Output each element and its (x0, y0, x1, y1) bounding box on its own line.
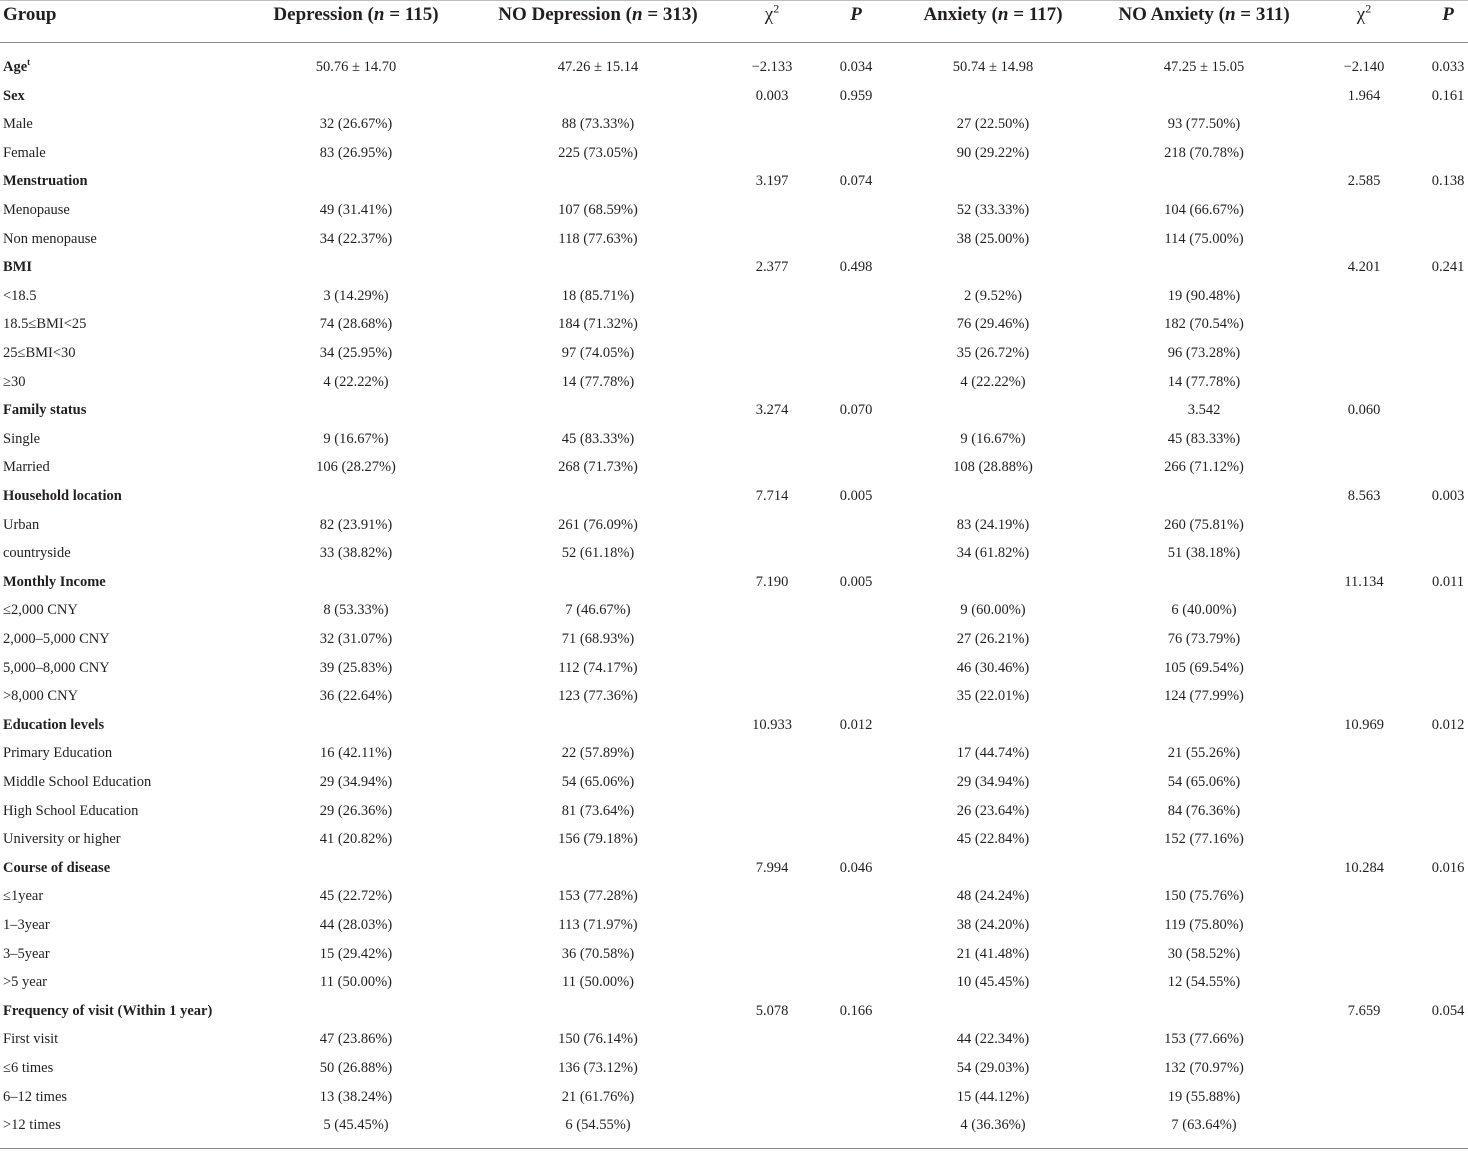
table-row (0, 600, 1468, 628)
cell-depression: 49 (31.41%) (319, 202, 393, 218)
row-label: 5,000–8,000 CNY (3, 659, 110, 676)
row-label: Menopause (3, 202, 70, 218)
table-row (0, 1115, 1468, 1143)
cell-no-anxiety: 21 (55.26%) (1167, 745, 1241, 762)
cell-depression: 47 (23.86%) (319, 1031, 393, 1048)
table-row (0, 171, 1468, 199)
cell-no-anxiety: 6 (40.00%) (1171, 602, 1237, 619)
header-chi-square-anxiety: $\chi^2$ (1356, 1, 1372, 25)
cell-depression: 13 (38.24%) (319, 1088, 393, 1105)
cell-no-depression: 225 (73.05%) (558, 144, 638, 161)
cell-depression: 106 (28.27%) (316, 459, 396, 476)
cell-anxiety: 83 (24.19%) (956, 516, 1030, 533)
cell-anxiety: 17 (44.74%) (956, 745, 1030, 762)
table-row (0, 257, 1468, 285)
cell-p-depression: 0.959 (839, 87, 873, 104)
cell-depression: 34 (22.37%) (319, 230, 393, 247)
cell-no-anxiety: 132 (70.97%) (1164, 1060, 1244, 1076)
cell-chi-square-depression: 5.078 (755, 1002, 789, 1019)
table-row (0, 944, 1468, 972)
cell-anxiety: 46 (30.46%) (956, 659, 1030, 676)
table-row (0, 686, 1468, 714)
table-row (0, 543, 1468, 571)
table-row (0, 143, 1468, 171)
cell-anxiety: 2 (9.52%) (964, 287, 1022, 304)
row-label: 2,000–5,000 CNY (3, 631, 110, 647)
cell-chi-square-anxiety: 7.659 (1347, 1002, 1381, 1019)
row-label: Single (3, 430, 41, 447)
table-row (0, 772, 1468, 800)
cell-p-anxiety: 0.033 (1431, 59, 1465, 75)
row-label: Education levels (3, 716, 105, 733)
table-row (0, 972, 1468, 1000)
table-row (0, 886, 1468, 914)
cell-depression: 44 (28.03%) (319, 917, 393, 933)
cell-no-anxiety: 19 (55.88%) (1167, 1088, 1241, 1105)
cell-depression: 50 (26.88%) (319, 1060, 393, 1076)
cell-anxiety: 44 (22.34%) (956, 1031, 1030, 1048)
cell-depression: 32 (31.07%) (319, 631, 393, 647)
cell-no-anxiety: 3.542 (1187, 402, 1221, 419)
cell-anxiety: 38 (24.20%) (956, 917, 1030, 933)
cell-no-anxiety: 54 (65.06%) (1167, 774, 1241, 790)
cell-no-depression: 71 (68.93%) (561, 631, 635, 647)
cell-anxiety: 9 (60.00%) (960, 602, 1026, 619)
row-label: First visit (3, 1031, 59, 1048)
row-label: Middle School Education (3, 774, 152, 790)
cell-p-anxiety: 0.012 (1431, 716, 1465, 733)
table-row (0, 1001, 1468, 1029)
table-row (0, 1029, 1468, 1057)
cell-anxiety: 4 (36.36%) (960, 1117, 1026, 1134)
table-row (0, 743, 1468, 771)
cell-no-depression: 81 (73.64%) (561, 802, 635, 819)
row-label: Sex (3, 87, 25, 104)
cell-no-depression: 136 (73.12%) (558, 1060, 638, 1076)
cell-p-anxiety: 0.138 (1431, 173, 1465, 190)
cell-no-anxiety: 218 (70.78%) (1164, 144, 1244, 161)
cell-chi-square-depression: −2.133 (751, 59, 793, 75)
cell-depression: 4 (22.22%) (323, 373, 389, 390)
cell-depression: 16 (42.11%) (320, 745, 392, 762)
row-label: Married (3, 459, 50, 476)
cell-depression: 74 (28.68%) (319, 316, 393, 333)
cell-no-depression: 6 (54.55%) (565, 1117, 631, 1134)
cell-depression: 36 (22.64%) (319, 688, 393, 705)
cell-no-anxiety: 76 (73.79%) (1167, 631, 1241, 647)
cell-no-anxiety: 114 (75.00%) (1164, 230, 1244, 247)
row-label: countryside (3, 545, 71, 562)
cell-anxiety: 35 (26.72%) (956, 345, 1030, 361)
cell-p-depression: 0.166 (839, 1002, 873, 1019)
cell-no-depression: 36 (70.58%) (561, 945, 635, 962)
cell-p-depression: 0.046 (839, 859, 873, 876)
row-label: <18.5 (3, 287, 37, 304)
cell-chi-square-depression: 3.274 (755, 402, 789, 419)
row-label: Household location (3, 488, 122, 504)
cell-anxiety: 26 (23.64%) (956, 802, 1030, 819)
table-row (0, 314, 1468, 342)
cell-depression: 29 (26.36%) (319, 802, 393, 819)
cell-chi-square-depression: 0.003 (755, 87, 789, 104)
row-label: Male (3, 116, 33, 133)
header-depression: Depression (n = 115) (273, 4, 439, 25)
cell-anxiety: 10 (45.45%) (956, 974, 1030, 991)
cell-no-anxiety: 119 (75.80%) (1164, 917, 1244, 933)
cell-no-anxiety: 12 (54.55%) (1167, 974, 1241, 991)
row-label: Age$^t$ (3, 57, 31, 75)
cell-no-depression: 88 (73.33%) (561, 116, 635, 133)
table-row (0, 858, 1468, 886)
header-chi-square-depression: $\chi^2$ (764, 1, 780, 25)
row-label: 1–3year (3, 917, 50, 933)
cell-chi-square-depression: 7.190 (755, 573, 789, 590)
cell-p-depression: 0.070 (839, 402, 873, 419)
row-label: ≤1year (3, 888, 44, 905)
cell-chi-square-anxiety: 1.964 (1347, 87, 1381, 104)
cell-anxiety: 35 (22.01%) (956, 688, 1030, 705)
cell-depression: 45 (22.72%) (319, 888, 393, 905)
table-row (0, 486, 1468, 514)
cell-no-depression: 47.26 ± 15.14 (557, 59, 639, 75)
table-header (0, 0, 1468, 43)
cell-p-depression: 0.498 (839, 259, 873, 276)
cell-no-depression: 118 (77.63%) (558, 230, 638, 247)
cell-p-anxiety: 0.011 (1431, 573, 1465, 590)
cell-no-anxiety: 152 (77.16%) (1164, 831, 1244, 848)
table-row (0, 801, 1468, 829)
cell-no-depression: 268 (71.73%) (558, 459, 638, 476)
cell-depression: 29 (34.94%) (319, 774, 393, 790)
cell-chi-square-depression: 7.994 (755, 859, 789, 876)
cell-chi-square-depression: 2.377 (755, 259, 789, 276)
cell-chi-square-anxiety: 10.284 (1344, 859, 1384, 876)
cell-anxiety: 48 (24.24%) (956, 888, 1030, 905)
cell-no-anxiety: 51 (38.18%) (1167, 545, 1241, 562)
cell-no-depression: 123 (77.36%) (558, 688, 638, 705)
table-row (0, 1087, 1468, 1115)
table-row (0, 1058, 1468, 1086)
cell-no-depression: 11 (50.00%) (562, 974, 634, 991)
row-label: ≥30 (3, 373, 26, 390)
row-label: 18.5≤BMI<25 (3, 316, 87, 333)
table-row (0, 658, 1468, 686)
table-row (0, 114, 1468, 142)
row-label: Monthly Income (3, 573, 106, 590)
table-row (0, 457, 1468, 485)
table-row (0, 286, 1468, 314)
cell-chi-square-anxiety: 8.563 (1347, 488, 1381, 504)
cell-depression: 32 (26.67%) (319, 116, 393, 133)
cell-depression: 5 (45.45%) (323, 1117, 389, 1134)
row-label: Urban (3, 516, 40, 533)
table-row (0, 400, 1468, 428)
cell-depression: 3 (14.29%) (323, 287, 389, 304)
table-bottom-rule (0, 1148, 1468, 1149)
cell-anxiety: 52 (33.33%) (956, 202, 1030, 218)
table-row (0, 200, 1468, 228)
cell-p-depression: 0.034 (839, 59, 873, 75)
cell-no-depression: 107 (68.59%) (558, 202, 638, 218)
cell-depression: 41 (20.82%) (319, 831, 393, 848)
cell-no-depression: 14 (77.78%) (561, 373, 635, 390)
table-row (0, 57, 1468, 85)
row-label: BMI (3, 259, 32, 276)
cell-depression: 82 (23.91%) (319, 516, 393, 533)
row-label: University or higher (3, 831, 121, 848)
cell-p-depression: 0.005 (839, 573, 873, 590)
header-p-depression: P (850, 4, 862, 25)
cell-no-anxiety: 124 (77.99%) (1164, 688, 1244, 705)
cell-no-depression: 150 (76.14%) (558, 1031, 638, 1048)
header-no-anxiety: NO Anxiety (n = 311) (1118, 4, 1290, 25)
row-label: >8,000 CNY (3, 688, 79, 705)
row-label: Family status (3, 402, 87, 419)
cell-no-anxiety: 96 (73.28%) (1167, 345, 1241, 361)
cell-no-anxiety: 19 (90.48%) (1167, 287, 1241, 304)
table-row (0, 229, 1468, 257)
cell-chi-square-anxiety: 2.585 (1347, 173, 1381, 190)
cell-no-anxiety: 84 (76.36%) (1167, 802, 1241, 819)
cell-depression: 15 (29.42%) (319, 945, 393, 962)
cell-p-anxiety: 0.016 (1431, 859, 1465, 876)
cell-chi-square-anxiety: 10.969 (1344, 716, 1384, 733)
cell-anxiety: 50.74 ± 14.98 (952, 59, 1034, 75)
cell-depression: 50.76 ± 14.70 (315, 59, 397, 75)
cell-no-anxiety: 45 (83.33%) (1167, 430, 1241, 447)
cell-chi-square-anxiety: 4.201 (1347, 259, 1381, 276)
cell-anxiety: 27 (26.21%) (956, 631, 1030, 647)
cell-p-depression: 0.005 (839, 488, 873, 504)
cell-no-anxiety: 105 (69.54%) (1164, 659, 1244, 676)
row-label: Female (3, 144, 46, 161)
row-label: Menstruation (3, 173, 88, 190)
cell-p-anxiety: 0.054 (1431, 1002, 1465, 1019)
cell-depression: 11 (50.00%) (320, 974, 392, 991)
row-label: >12 times (3, 1117, 61, 1134)
row-label: Primary Education (3, 745, 113, 762)
cell-no-anxiety: 30 (58.52%) (1167, 945, 1241, 962)
cell-no-depression: 113 (71.97%) (558, 917, 638, 933)
cell-chi-square-depression: 7.714 (755, 488, 789, 504)
table-row (0, 515, 1468, 543)
table-row (0, 572, 1468, 600)
cell-no-depression: 112 (74.17%) (558, 659, 638, 676)
row-label: Non menopause (3, 230, 97, 247)
cell-p-anxiety: 0.161 (1431, 87, 1465, 104)
cell-anxiety: 76 (29.46%) (956, 316, 1030, 333)
cell-depression: 33 (38.82%) (319, 545, 393, 562)
cell-anxiety: 90 (29.22%) (956, 144, 1030, 161)
cell-no-anxiety: 182 (70.54%) (1164, 316, 1244, 333)
table-row (0, 372, 1468, 400)
cell-no-depression: 97 (74.05%) (561, 345, 635, 361)
cell-depression: 9 (16.67%) (323, 430, 389, 447)
row-label: ≤2,000 CNY (3, 602, 78, 619)
cell-depression: 34 (25.95%) (319, 345, 393, 361)
cell-anxiety: 38 (25.00%) (956, 230, 1030, 247)
cell-no-depression: 7 (46.67%) (565, 602, 631, 619)
row-label: High School Education (3, 802, 139, 819)
cell-no-anxiety: 153 (77.66%) (1164, 1031, 1244, 1048)
cell-chi-square-anxiety: 11.134 (1344, 573, 1384, 590)
cell-no-anxiety: 14 (77.78%) (1167, 373, 1241, 390)
cell-no-anxiety: 47.25 ± 15.05 (1163, 59, 1245, 75)
table-row (0, 629, 1468, 657)
cell-depression: 39 (25.83%) (319, 659, 393, 676)
cell-anxiety: 108 (28.88%) (953, 459, 1033, 476)
cell-anxiety: 54 (29.03%) (956, 1060, 1030, 1076)
cell-no-anxiety: 260 (75.81%) (1164, 516, 1244, 533)
cell-no-anxiety: 150 (75.76%) (1164, 888, 1244, 905)
cell-no-depression: 45 (83.33%) (561, 430, 635, 447)
table-row (0, 915, 1468, 943)
cell-p-anxiety: 0.241 (1431, 259, 1465, 276)
cell-no-depression: 184 (71.32%) (558, 316, 638, 333)
cell-anxiety: 27 (22.50%) (956, 116, 1030, 133)
cell-depression: 8 (53.33%) (323, 602, 389, 619)
header-anxiety: Anxiety (n = 117) (923, 4, 1063, 25)
cell-no-depression: 153 (77.28%) (558, 888, 638, 905)
cell-no-depression: 22 (57.89%) (561, 745, 635, 762)
cell-chi-square-depression: 3.197 (755, 173, 789, 190)
table-row (0, 343, 1468, 371)
cell-no-depression: 261 (76.09%) (558, 516, 638, 533)
cell-no-anxiety: 7 (63.64%) (1171, 1117, 1237, 1134)
cell-p-depression: 0.074 (839, 173, 873, 190)
cell-no-depression: 156 (79.18%) (558, 831, 638, 848)
cell-no-depression: 52 (61.18%) (561, 545, 635, 562)
cell-chi-square-anxiety: 0.060 (1347, 402, 1381, 419)
header-no-depression: NO Depression (n = 313) (498, 4, 698, 25)
cell-chi-square-anxiety: −2.140 (1343, 59, 1385, 75)
cell-no-anxiety: 104 (66.67%) (1164, 202, 1244, 218)
cell-anxiety: 45 (22.84%) (956, 831, 1030, 848)
cell-anxiety: 4 (22.22%) (960, 373, 1026, 390)
row-label: 6–12 times (3, 1088, 68, 1105)
cell-anxiety: 15 (44.12%) (956, 1088, 1030, 1105)
cell-no-anxiety: 93 (77.50%) (1167, 116, 1241, 133)
cell-anxiety: 29 (34.94%) (956, 774, 1030, 790)
table-row (0, 86, 1468, 114)
row-label: 25≤BMI<30 (3, 345, 76, 361)
cell-no-anxiety: 266 (71.12%) (1164, 459, 1244, 476)
cell-no-depression: 18 (85.71%) (561, 287, 635, 304)
header-p-anxiety: P (1442, 4, 1454, 25)
cell-anxiety: 21 (41.48%) (956, 945, 1030, 962)
table-row (0, 715, 1468, 743)
table-row (0, 429, 1468, 457)
cell-anxiety: 9 (16.67%) (960, 430, 1026, 447)
row-label: 3–5year (3, 945, 50, 962)
cell-chi-square-depression: 10.933 (752, 716, 792, 733)
header-group: Group (3, 4, 57, 25)
cell-no-depression: 54 (65.06%) (561, 774, 635, 790)
row-label: >5 year (3, 974, 48, 991)
cell-p-depression: 0.012 (839, 716, 873, 733)
cell-p-anxiety: 0.003 (1431, 488, 1465, 504)
table-row (0, 829, 1468, 857)
cell-no-depression: 21 (61.76%) (561, 1088, 635, 1105)
row-label: ≤6 times (3, 1060, 54, 1076)
cell-anxiety: 34 (61.82%) (956, 545, 1030, 562)
cell-depression: 83 (26.95%) (319, 144, 393, 161)
row-label: Frequency of visit (Within 1 year) (3, 1002, 213, 1019)
row-label: Course of disease (3, 859, 111, 876)
